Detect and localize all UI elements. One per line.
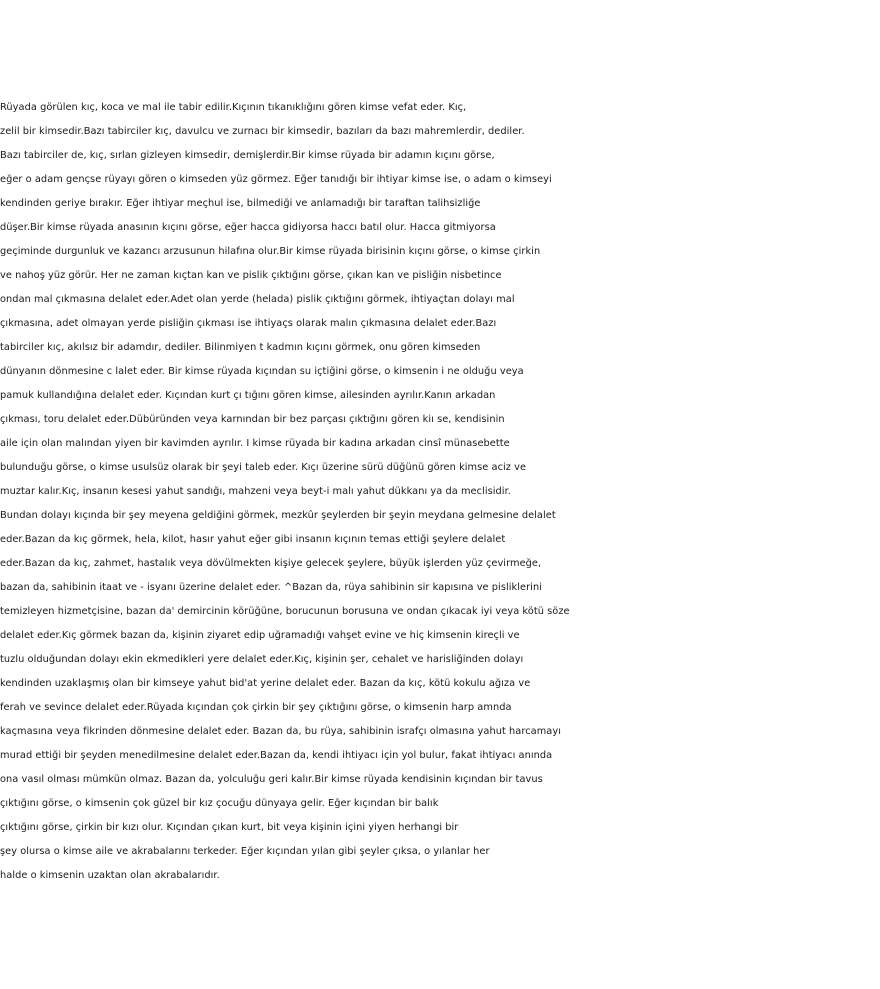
text-line: tabirciler kıç, akılsız bir adamdır, dediler. Bilinmiyen t kadmın kıçını görmek, onu gören kimseden: [0, 342, 481, 353]
text-line: ve nahoş yüz görür. Her ne zaman kıçtan kan ve pislik çıktığını görse, çıkan kan ve pisliğin nisbetince: [0, 270, 502, 281]
text-line: tuzlu olduğundan dolayı ekin ekmedikleri yere delalet eder.Kıç, kişinin şer, cehalet ve harisliğinden dolayı: [0, 654, 524, 665]
text-line: Bundan dolayı kıçında bir şey meyena geldiğini görmek, mezkûr şeylerden bir şeyin meydana gelmesine delalet: [0, 510, 556, 521]
text-line: dünyanın dönmesine c lalet eder. Bir kimse rüyada kıçından su içtiğini görse, o kimsenin i ne olduğu veya: [0, 366, 524, 377]
text-line: zelil bir kimsedir.Bazı tabirciler kıç, davulcu ve zurnacı bir kimsedir, bazıları da bazı mahremlerdir, dediler.: [0, 126, 525, 137]
text-line: Rüyada görülen kıç, koca ve mal ile tabir edilir.Kıçının tıkanıklığını gören kimse vefat eder. Kıç,: [0, 102, 467, 113]
text-line: ondan mal çıkmasına delalet eder.Adet olan yerde (helada) pislik çıktığını görmek, ihtiyaçtan dolayı mal: [0, 294, 515, 305]
text-line: eder.Bazan da kıç görmek, hela, kilot, hasır yahut eğer gibi insanın kıçının temas ettiği şeylere delalet: [0, 534, 506, 545]
text-line: bulunduğu görse, o kimse usulsüz olarak bir şeyi taleb eder. Kıçı üzerine sürü düğünü gören kimse aciz ve: [0, 462, 527, 473]
text-line: kendinden geriye bırakır. Eğer ihtiyar meçhul ise, bilmediği ve anlamadığı bir taraftan talihsizliğe: [0, 198, 481, 209]
text-line: kendinden uzaklaşmış olan bir kimseye yahut bid'at yerine delalet eder. Bazan da kıç, kötü kokulu ağıza ve: [0, 678, 531, 689]
text-line: aile için olan malından yiyen bir kavimden ayrılır. I kimse rüyada bir kadına arkadan cinsî münasebette: [0, 438, 510, 449]
text-line: temizleyen hizmetçisine, bazan da' demircinin körüğüne, borucunun borusuna ve ondan çıkacak iyi veya kötü söze: [0, 606, 570, 617]
text-line: çıkmasına, adet olmayan yerde pisliğin çıkması ise ihtiyaçs olarak malın çıkmasına delalet eder.Bazı: [0, 318, 497, 329]
text-line: bazan da, sahibinin itaat ve - isyanı üzerine delalet eder. ^Bazan da, rüya sahibinin sir kapısına ve pisliklerini: [0, 582, 542, 593]
text-line: şey olursa o kimse aile ve akrabalarını terkeder. Eğer kıçından yılan gibi şeyler çıksa, o yılanlar her: [0, 846, 490, 857]
text-line: düşer.Bir kimse rüyada anasının kıçını görse, eğer hacca gidiyorsa haccı batıl olur. Hacca gitmiyorsa: [0, 222, 496, 233]
text-line: çıkması, toru delalet eder.Dübüründen veya karnından bir bez parçası çıktığını gören kiı se, kendisinin: [0, 414, 505, 425]
text-line: ona vasıl olması mümkün olmaz. Bazan da, yolculuğu geri kalır.Bir kimse rüyada kendisinin kıçından bir tavus: [0, 774, 543, 785]
text-line: çıktığını görse, çirkin bir kızı olur. Kıçından çıkan kurt, bit veya kişinin içini yiyen herhangi bir: [0, 822, 459, 833]
text-line: eğer o adam gençse rüyayı gören o kimseden yüz görmez. Eğer tanıdığı bir ihtiyar kimse ise, o adam o kimseyi: [0, 174, 552, 185]
text-line: muztar kalır.Kıç, insanın kesesi yahut sandığı, mahzeni veya beyt-i malı yahut dükkanı ya da meclisidir.: [0, 486, 511, 497]
text-line: pamuk kullandığına delalet eder. Kıçından kurt çı tığını gören kimse, ailesinden ayrılır.Kanın arkadan: [0, 390, 496, 401]
text-line: eder.Bazan da kıç, zahmet, hastalık veya dövülmekten kişiye gelecek şeylere, büyük işlerden yüz çevirmeğe,: [0, 558, 542, 569]
text-line: geçiminde durgunluk ve kazancı arzusunun hilafına olur.Bir kimse rüyada birisinin kıçını görse, o kimse çirkin: [0, 246, 541, 257]
text-line: kaçmasına veya fikrinden dönmesine delalet eder. Bazan da, bu rüya, sahibinin israfçı olmasına yahut harcamayı: [0, 726, 561, 737]
text-line: çıktığını görse, o kimsenin çok güzel bir kız çocuğu dünyaya gelir. Eğer kıçından bir balık: [0, 798, 439, 809]
text-line: ferah ve sevince delalet eder.Rüyada kıçından çok çirkin bir şey çıktığını görse, o kimsenin harp amnda: [0, 702, 512, 713]
text-line: Bazı tabirciler de, kıç, sırlan gizleyen kimsedir, demişlerdir.Bir kimse rüyada bir adamın kıçını görse,: [0, 150, 495, 161]
document-body: [0, 96, 880, 888]
text-line: murad ettiği bir şeyden menedilmesine delalet eder.Bazan da, kendi ihtiyacı için yol bulur, fakat ihtiyacı anında: [0, 750, 553, 761]
text-line: halde o kimsenin uzaktan olan akrabalarıdır.: [0, 870, 220, 881]
text-line: delalet eder.Kıç görmek bazan da, kişinin ziyaret edip uğramadığı vahşet evine ve hiç kimsenin kireçli ve: [0, 630, 520, 641]
